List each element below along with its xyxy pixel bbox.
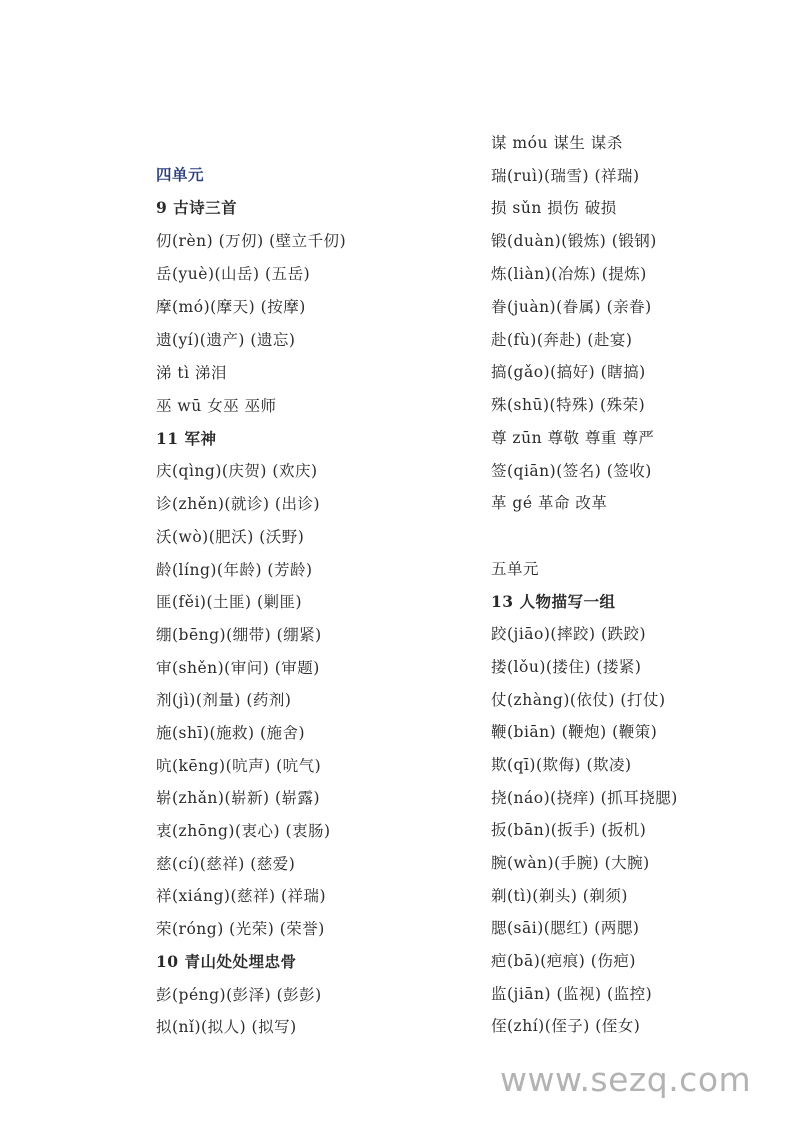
vocab-line: 拟(nǐ)(拟人) (拟写) [156,1018,297,1036]
vocab-line: 慈(cí)(慈祥) (慈爱) [156,855,296,873]
vocab-line: 审(shěn)(审问) (审题) [156,659,320,677]
vocab-line: 炼(liàn)(冶炼) (提炼) [491,265,647,283]
vocab-line: 祥(xiáng)(慈祥) (祥瑞) [156,887,327,905]
vocab-line: 瑞(ruì)(瑞雪) (祥瑞) [491,167,640,185]
watermark: www.sezq.com [500,1060,752,1099]
vocab-line: 挠(náo)(挠痒) (抓耳挠腮) [491,789,678,807]
lesson-heading: 11 军神 [156,429,217,448]
vocab-line: 衷(zhōng)(衷心) (衷肠) [156,822,331,840]
vocab-line: 仞(rèn) (万仞) (壁立千仞) [156,232,347,250]
vocab-line: 眷(juàn)(眷属) (亲眷) [491,298,652,316]
vocab-line: 龄(líng)(年龄) (芳龄) [156,561,313,579]
vocab-line: 遗(yí)(遗产) (遗忘) [156,331,296,349]
unit-heading: 四单元 [156,165,205,184]
vocab-line: 涕 tì 涕泪 [156,364,228,382]
vocab-line: 殊(shū)(特殊) (殊荣) [491,396,646,414]
vocab-line: 剃(tì)(剃头) (剃须) [491,887,628,905]
vocab-line: 诊(zhěn)(就诊) (出诊) [156,495,321,513]
vocab-line: 荣(róng) (光荣) (荣誉) [156,920,325,938]
vocab-line: 搂(lǒu)(搂住) (搂紧) [491,658,642,676]
vocab-line: 腮(sāi)(腮红) (两腮) [491,919,640,937]
vocab-line: 欺(qī)(欺侮) (欺凌) [491,756,632,774]
vocab-line: 谋 móu 谋生 谋杀 [491,134,623,152]
vocab-line: 施(shī)(施救) (施舍) [156,724,306,742]
vocab-line: 跤(jiāo)(摔跤) (跌跤) [491,625,647,643]
lesson-heading: 10 青山处处埋忠骨 [156,952,297,971]
vocab-line: 绷(bēng)(绷带) (绷紧) [156,626,322,644]
vocab-line: 庆(qìng)(庆贺) (欢庆) [156,462,318,480]
vocab-line: 腕(wàn)(手腕) (大腕) [491,854,650,872]
vocab-line: 签(qiān)(签名) (签收) [491,462,652,480]
vocab-line: 崭(zhǎn)(崭新) (崭露) [156,789,321,807]
vocab-line: 仗(zhàng)(依仗) (打仗) [491,691,666,709]
vocab-line: 鞭(biān) (鞭炮) (鞭策) [491,723,658,741]
vocab-line: 扳(bān)(扳手) (扳机) [491,821,647,839]
vocab-line: 疤(bā)(疤痕) (伤疤) [491,952,636,970]
vocab-line: 剂(jì)(剂量) (药剂) [156,691,292,709]
vocab-line: 沃(wò)(肥沃) (沃野) [156,528,305,546]
vocab-line: 匪(fěi)(土匪) (剿匪) [156,593,303,611]
vocab-line: 锻(duàn)(锻炼) (锻钢) [491,232,657,250]
vocab-line: 革 gé 革命 改革 [491,494,608,512]
lesson-heading: 13 人物描写一组 [491,592,616,611]
vocab-line: 监(jiān) (监视) (监控) [491,985,653,1003]
unit-heading: 五单元 [491,560,540,578]
vocab-line: 彭(péng)(彭泽) (彭彭) [156,986,322,1004]
vocab-line: 搞(gǎo)(搞好) (瞎搞) [491,363,646,381]
lesson-heading: 9 古诗三首 [156,198,238,217]
vocab-line: 吭(kēng)(吭声) (吭气) [156,757,322,775]
vocab-line: 尊 zūn 尊敬 尊重 尊严 [491,429,655,447]
vocab-line: 赴(fù)(奔赴) (赴宴) [491,331,633,349]
vocab-line: 损 sǔn 损伤 破损 [491,199,617,217]
vocab-line: 侄(zhí)(侄子) (侄女) [491,1017,641,1035]
vocab-line: 岳(yuè)(山岳) (五岳) [156,265,311,283]
vocab-line: 巫 wū 女巫 巫师 [156,397,277,415]
vocab-line: 摩(mó)(摩天) (按摩) [156,298,306,316]
